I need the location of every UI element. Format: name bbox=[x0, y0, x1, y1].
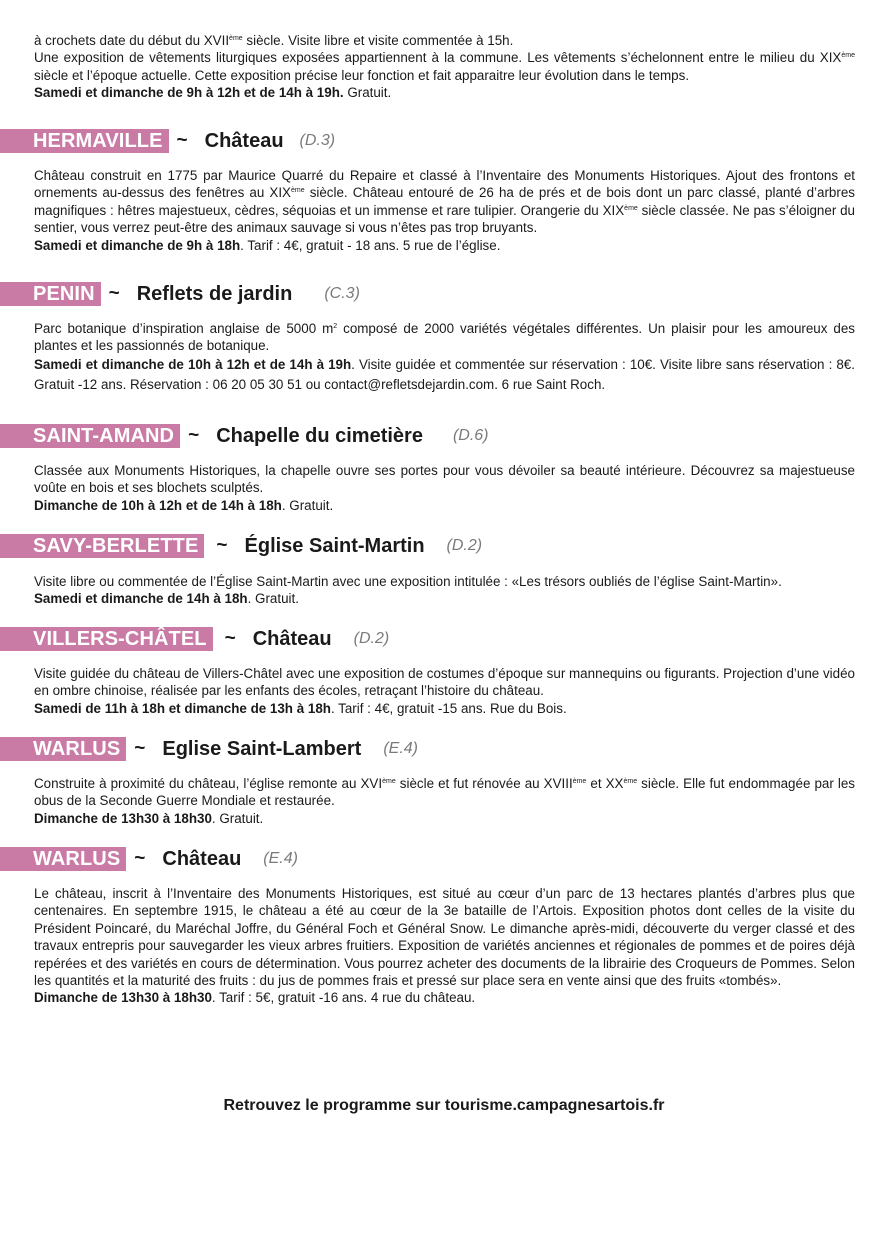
price-info: . Visite guidée et commentée sur réservation : 10€. Visite libre sans réservation : 8€. Gratuit -12 ans. Réservation : 06 20 05 30 51 ou contact@refletsdejardin.com. 6 rue Saint Roch. bbox=[34, 356, 855, 392]
town-name: PENIN bbox=[0, 282, 101, 306]
intro-text: Une exposition de vêtements liturgiques exposées appartiennent à la commune. Les vêtements s’échelonnent entre le milieu du XIX bbox=[34, 50, 842, 66]
opening-hours: Samedi et dimanche de 10h à 12h et de 14h à 19h bbox=[34, 356, 352, 372]
section-heading-penin bbox=[0, 281, 360, 307]
price-info: . Gratuit. bbox=[247, 591, 299, 607]
opening-hours: Dimanche de 10h à 12h et de 14h à 18h bbox=[34, 497, 282, 513]
superscript: ème bbox=[841, 52, 855, 60]
price-info: Gratuit. bbox=[343, 85, 392, 101]
section-heading-villers-chatel bbox=[0, 626, 389, 652]
town-name: VILLERS-CHÂTEL bbox=[0, 627, 213, 651]
place-name: Église Saint-Martin bbox=[244, 534, 425, 557]
opening-hours: Dimanche de 13h30 à 18h30 bbox=[34, 990, 212, 1006]
place-name: Eglise Saint-Lambert bbox=[162, 737, 362, 760]
town-name: WARLUS bbox=[0, 737, 126, 761]
opening-hours: Dimanche de 13h30 à 18h30 bbox=[34, 810, 212, 826]
description-text: composé de 2000 variétés végétales différentes. Un plaisir pour les amoureux des plantes et les passionnés de botanique. bbox=[34, 321, 855, 354]
tilde-separator: ~ bbox=[134, 738, 146, 759]
price-info: . Gratuit. bbox=[211, 810, 264, 826]
place-name: Château bbox=[204, 129, 284, 152]
section-description-saint-amand bbox=[34, 462, 855, 514]
opening-hours: Samedi de 11h à 18h et dimanche de 13h à 18h bbox=[34, 700, 331, 716]
town-name: SAVY-BERLETTE bbox=[0, 534, 204, 558]
opening-hours: Samedi et dimanche de 9h à 12h et de 14h à 19h. bbox=[34, 85, 344, 101]
town-name: SAINT-AMAND bbox=[0, 424, 180, 448]
section-description-penin bbox=[34, 320, 855, 395]
section-heading-hermaville bbox=[0, 128, 335, 154]
description-text: Château construit en 1775 par Maurice Quarré du Repaire et classé à l’Inventaire des Monuments Historiques. Ajout des frontons et ornements au-dessus des fenêtres au XIX bbox=[34, 168, 855, 201]
tilde-separator: ~ bbox=[134, 848, 146, 869]
intro-text: siècle. Visite libre et visite commentée à 15h. bbox=[242, 33, 514, 48]
map-reference: (D.2) bbox=[446, 537, 483, 554]
price-info: . Tarif : 5€, gratuit -16 ans. 4 rue du château. bbox=[211, 990, 476, 1006]
town-name: WARLUS bbox=[0, 847, 126, 871]
description-text: Visite guidée du château de Villers-Châtel avec une exposition de costumes d’époque sur mannequins ou figurants. Projection d’une vidéo en ombre chinoise, réalisée par les enfants des écoles, retraçant l’histoire du château. bbox=[34, 666, 855, 699]
description-text: Parc botanique d’inspiration anglaise de 5000 m bbox=[34, 321, 334, 336]
section-description-warlus-chateau bbox=[34, 885, 855, 1007]
superscript: ème bbox=[623, 778, 638, 785]
map-reference: (E.4) bbox=[263, 850, 298, 867]
description-text: Visite libre ou commentée de l’Église Saint-Martin avec une exposition intitulée : «Les trésors oubliés de l’église Saint-Martin». bbox=[34, 574, 782, 589]
map-reference: (D.3) bbox=[299, 132, 336, 149]
intro-text: siècle et l’époque actuelle. Cette exposition précise leur fonction et fait apparaitre leur évolution dans le temps. bbox=[34, 67, 690, 83]
price-info: . Tarif : 4€, gratuit - 18 ans. 5 rue de l’église. bbox=[240, 237, 501, 253]
superscript: ème bbox=[572, 778, 587, 785]
description-text: et XX bbox=[586, 776, 624, 791]
description-text: Le château, inscrit à l’Inventaire des Monuments Historiques, est situé au cœur d’un parc de 13 hectares plantés d’arbres plus que centenaires. En septembre 1915, le château a été au cœur de la 3e bataille de l’Artois. Exposition photos dont celles de la visite du Président Poincaré, du Maréchal Joffre, du Général Foch et Général Snow. Le dimanche après-midi, découverte du verger classé et des travaux entrepris pour sauvegarder les vieux arbres fruitiers. Exposition de variétés anciennes et régionales de pommes et de poires déjà repérées et des variétés en cours de détermination. Vous pourrez acheter des documents de la librairie des Croqueurs de Pommes. Selon les quantités et la maturité des fruits : du jus de pommes frais et pressé sur place sera en vente ainsi que des fruits «tombés». bbox=[34, 886, 855, 989]
place-name: Chapelle du cimetière bbox=[216, 424, 423, 447]
description-text: siècle. Château entouré de 26 ha de prés et de bois dont un parc classé, planté d’arbres magnifiques : hêtres majestueux, cèdres, séquoias et un immense et rare tulipier. Orangerie du XIX bbox=[34, 185, 855, 218]
footer-website-text: Retrouvez le programme sur tourisme.campagnesartois.fr bbox=[223, 1097, 665, 1114]
opening-hours: Samedi et dimanche de 14h à 18h bbox=[34, 591, 248, 607]
tilde-separator: ~ bbox=[224, 628, 236, 649]
intro-paragraph bbox=[34, 32, 855, 102]
superscript: ème bbox=[382, 778, 396, 785]
section-heading-warlus-chateau bbox=[0, 846, 298, 872]
section-description-savy-berlette bbox=[34, 573, 855, 608]
section-description-hermaville bbox=[34, 167, 855, 254]
map-reference: (E.4) bbox=[383, 740, 418, 757]
map-reference: (D.2) bbox=[353, 630, 390, 647]
price-info: . Tarif : 4€, gratuit -15 ans. Rue du Bois. bbox=[330, 700, 567, 716]
map-reference: (D.6) bbox=[452, 427, 489, 444]
section-description-warlus-eglise bbox=[34, 775, 855, 827]
section-heading-saint-amand bbox=[0, 423, 489, 449]
town-name: HERMAVILLE bbox=[0, 129, 169, 153]
description-text: siècle. Elle fut endommagée par les obus de la Seconde Guerre Mondiale et restaurée. bbox=[34, 776, 855, 809]
price-info: . Gratuit. bbox=[281, 497, 334, 513]
place-name: Reflets de jardin bbox=[136, 282, 293, 305]
description-text: Classée aux Monuments Historiques, la chapelle ouvre ses portes pour vous dévoiler sa beauté intérieure. Découvrez sa majestueuse voûte en bois et ses blochets sculptés. bbox=[34, 463, 855, 496]
description-text: Construite à proximité du château, l’église remonte au XVI bbox=[34, 776, 383, 791]
description-text: siècle classée. Ne pas s’éloigner du sentier, vous verrez peut-être des animaux sauvage si vous n’êtes pas trop bruyants. bbox=[34, 202, 855, 236]
opening-hours: Samedi et dimanche de 9h à 18h bbox=[34, 237, 241, 253]
intro-text: à crochets date du début du XVII bbox=[34, 33, 230, 48]
superscript: ème bbox=[290, 187, 305, 195]
description-text: siècle et fut rénovée au XVIII bbox=[395, 776, 573, 791]
superscript: 2 bbox=[333, 323, 338, 330]
tilde-separator: ~ bbox=[216, 535, 228, 556]
superscript: ème bbox=[624, 204, 638, 212]
section-heading-warlus-eglise bbox=[0, 736, 418, 762]
tilde-separator: ~ bbox=[176, 130, 188, 151]
superscript: ème bbox=[229, 35, 243, 42]
place-name: Château bbox=[252, 627, 332, 650]
section-description-villers-chatel bbox=[34, 665, 855, 717]
tilde-separator: ~ bbox=[108, 283, 120, 304]
section-heading-savy-berlette bbox=[0, 533, 482, 559]
place-name: Château bbox=[162, 847, 242, 870]
map-reference: (C.3) bbox=[324, 285, 360, 302]
tilde-separator: ~ bbox=[188, 425, 200, 446]
